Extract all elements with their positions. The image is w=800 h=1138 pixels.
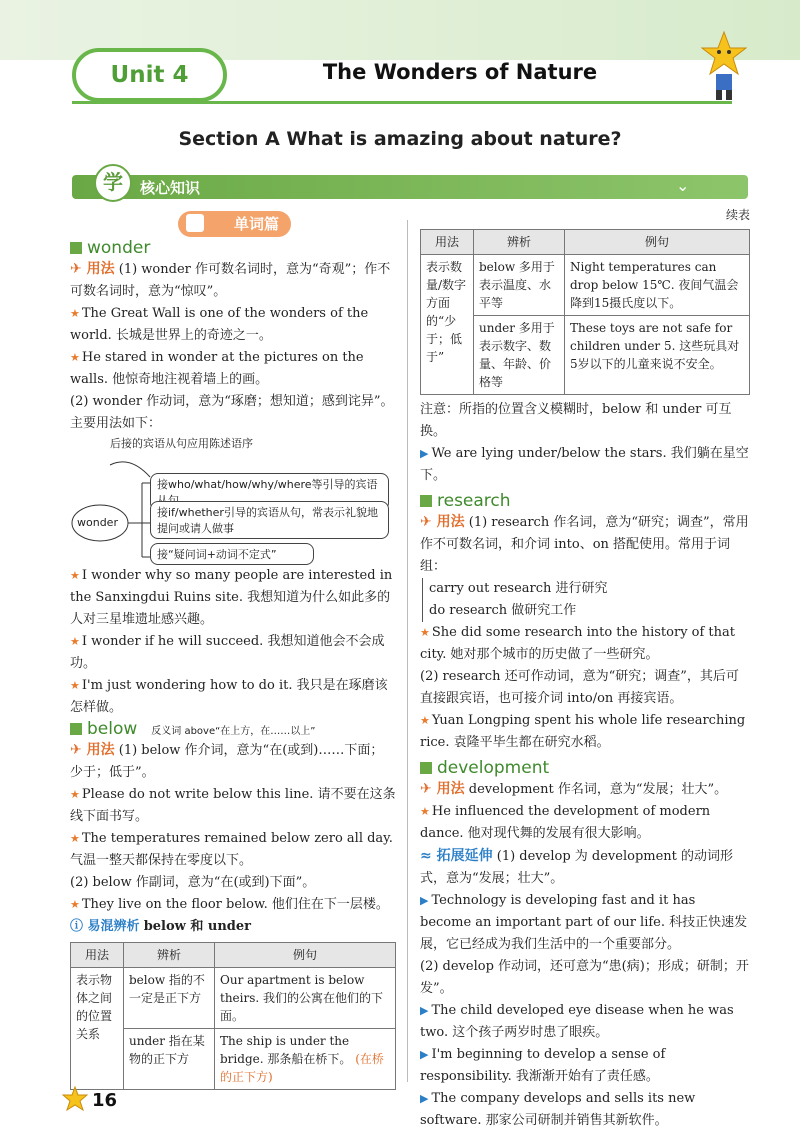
example: I'm just wondering how to do it. 我只是在琢磨该怎样做。 [70,678,388,715]
below-usage-2: (2) below 作副词，意为“在(或到)下面”。 [70,875,316,890]
diagram-branch: 接who/what/how/why/where等引导的宾语 [150,473,389,511]
example: Yuan Longping spent his whole life researching rice. 袁隆平毕生都在研究水稻。 [420,713,746,750]
development-ext-1: (1) develop 为 development 的动词形式，意为“发展；壮大”。 [420,849,734,886]
example: The child developed eye disease when he was two. 这个孩子两岁时患了眼疾。 [420,1003,734,1040]
section-title: Section A What is amazing about nature? [178,128,622,150]
phrase: carry out research 进行研究 [429,581,608,596]
entry-wonder: wonder [70,238,396,258]
extension-label: ≈ 拓展延伸 [420,848,493,864]
development-usage: development 作名词，意为“发展；壮大”。 [468,782,728,797]
core-knowledge-label: 核心知识 [140,179,201,197]
entry-development: development [420,758,750,778]
development-ext-2: (2) develop 作动词，还可意为“患(病)；形成；研制；开发”。 [420,959,749,996]
table-note: (在桥的正下方) [220,1052,384,1084]
page-title: The Wonders of Nature [322,60,598,84]
example: Technology is developing fast and it has become an important part of our life. 科技正快速发展，它已经成为我们生活中的一个重要部分。 [420,893,748,952]
example: The company develops and sells its new software. 那家公司研制并销售其新软件。 [420,1091,696,1128]
pencil-icon [186,214,204,232]
word-part-badge: 单词篇 [178,211,291,237]
entry-research: research [420,491,750,511]
example: The Great Wall is one of the wonders of the world. 长城是世界上的奇迹之一。 [70,306,369,343]
table-header: 例句 [215,943,396,968]
diagram-center: wonder [77,516,118,529]
table-cell: Night temperatures can drop below 15℃. 夜间气温会降到15摄氏度以下。 [565,255,750,316]
table-header: 辨析 [124,943,215,968]
below-under-note: 注意：所指的位置含义模糊时，below 和 under 可互换。 [420,402,732,439]
usage-label: ✈ 用法 [70,742,115,758]
below-usage-1: (1) below 作介词，意为“在(或到)……下面；少于；低于”。 [70,743,384,780]
below-under-table-continued [420,229,750,395]
example: I wonder why so many people are interested in the Sanxingdui Ruins site. 我想知道为什么如此多的人对三星堆遗址感兴趣。 [70,568,393,627]
example: He stared in wonder at the pictures on the walls. 他惊奇地注视着墙上的画。 [70,350,364,387]
diagram-branch: 接if/whether引导的宾语从句，常表示礼貌地提问或请人做事 [150,501,389,539]
wonder-usage-1: (1) wonder 作可数名词时，意为“奇观”；作不可数名词时，意为“惊叹”。 [70,262,391,299]
below-under-table [70,942,396,1090]
diagram-branch: 接“疑问词+动词不定式” [150,543,314,565]
left-column: wonder ✈ 用法 (1) wonder 作可数名词时，意为“奇观”；作不可数名词时，意为“惊叹”。 ★ The Great Wall is one of the wonders of the world. 长城是世界上的奇迹之一。 ★ He stared in wonder at the pictures on the walls. 他惊奇地注视着墙上的画。 (2) wonder 作动词，意为“琢磨；想知道；感到诧异”。主要用法如下： 后接的宾语从句应用陈述语序 wonder 接who/what/how/why/where等引导的宾语 接if/whether引导的宾语从句，常表示礼貌地提问或请人做事 接“疑问词+动词不定式” ★ I wonder why so many people are interested in the Sanxingdui Ruins site. 我想知道为什么如此多的人对三星堆遗址感兴趣。 ★ I wonder if he will succeed. 我想知道他会不会成功。 ★ I'm just wondering how to do it. 我只是在琢磨该怎样做。 below 反义词 above“在上方，在……以上” ✈ 用法 (1) below 作介词，意为“在(或到)……下面；少于；低于”。 ★ Please do not write below this line. 请不要在这条线下面书写。 ★ The temperatures remained below zero all day. 气温一整天都保持在零度以下。 (2) below 作副词，意为“在(或到)下面”。 ★ They live on the floor below. 他们住在下一层楼。 ⓘ 易混辨析 below 和 under 用法 辨析 例句 表示物体之间的位置关系 below 指的不一定是正下方 Our apartment is below theirs. 我们的公寓在他们的下面。 under 指在某物的正下方 The ship is under the bridge. 那条船在桥下。 (在桥的正下方) [70,238,396,1090]
table-cell: The ship is under the bridge. 那条船在桥下。 (在桥的正下方) [215,1029,396,1090]
table-cell: These toys are not safe for children under 5. 这些玩具对5岁以下的儿童来说不安全。 [565,316,750,395]
table-cell: below 多用于表示温度、水平等 [474,255,565,316]
example: I'm beginning to develop a sense of responsibility. 我渐渐开始有了责任感。 [420,1047,666,1084]
example: They live on the floor below. 他们住在下一层楼。 [81,897,389,912]
table-header: 例句 [565,230,750,255]
example: He influenced the development of modern dance. 他对现代舞的发展有很大影响。 [420,804,711,841]
usage-label: ✈ 用法 [70,261,115,277]
table-cell: 表示数量/数字方面的“少于；低于” [421,255,474,395]
example: She did some research into the history of that city. 她对那个城市的历史做了一些研究。 [420,625,736,662]
table-row [71,968,396,1029]
header-rule [72,101,732,104]
chevron-down-icon[interactable]: ⌄ [676,176,690,195]
study-icon: 学 [94,164,132,202]
wonder-usage-2: (2) wonder 作动词，意为“琢磨；想知道；感到诧异”。主要用法如下： [70,394,394,431]
research-usage-2: (2) research 还可作动词，意为“研究；调查”，其后可直接跟宾语，也可接介词 into/on 再接宾语。 [420,669,739,706]
phrase: do research 做研究工作 [429,603,577,618]
below-antonym-note: 反义词 above“在上方，在……以上” [151,725,316,737]
example: Please do not write below this line. 请不要在这条线下面书写。 [70,787,396,824]
column-divider [407,220,408,1082]
table-row [421,255,750,316]
page-number: 16 [92,1090,118,1111]
table-cell: under 多用于表示数字、数量、年龄、价格等 [474,316,565,395]
usage-label: ✈ 用法 [420,514,465,530]
table-cell: under 指在某物的正下方 [124,1029,215,1090]
diagram-note: 后接的宾语从句应用陈述语序 [110,437,253,450]
entry-below: below [70,719,137,739]
table-header: 用法 [71,943,124,968]
unit-badge: Unit 4 [72,48,227,102]
usage-label: ✈ 用法 [420,781,465,797]
star-mascot-icon [700,30,748,102]
example: The temperatures remained below zero all day. 气温一整天都保持在零度以下。 [70,831,393,868]
example: I wonder if he will succeed. 我想知道他会不会成功。 [70,634,385,671]
example: We are lying under/below the stars. 我们躺在星空下。 [420,446,749,483]
table-header: 辨析 [474,230,565,255]
research-usage-1: (1) research 作名词，意为“研究；调查”，常用作不可数名词，和介词 into、on 搭配使用。常用于词组： [420,515,749,574]
right-column: 续表 用法 辨析 例句 表示数量/数字方面的“少于；低于” below 多用于表示温度、水平等 Night temperatures can drop below 15℃. 夜间气温会降到15摄氏度以下。 under 多用于表示数字、数量、年龄、价格等 These toys are not safe for children under 5. 这些玩具对5岁以下的儿童来说不安全。 注意：所指的位置含义模糊时，below 和 under 可互换。 ▶ We are lying under/below the stars. 我们躺在星空下。 research ✈ 用法 (1) research 作名词，意为“研究；调查”，常用作不可数名词，和介词 into、on 搭配使用。常用于词组： carry out research 进行研究 do research 做研究工作 ★ She did some research into the history of that city. 她对那个城市的历史做了一些研究。 (2) research 还可作动词，意为“研究；调查”，其后可直接跟宾语，也可接介词 into/on 再接宾语。 ★ Yuan Longping spent his whole life researching rice. 袁隆平毕生都在研究水稻。 development ✈ 用法 development 作名词，意为“发展；壮大”。 ★ He influenced the development of modern dance. 他对现代舞的发展有很大影响。 ≈ 拓展延伸 (1) develop 为 development 的动词形式，意为“发展；壮大”。 ▶ Technology is developing fast and it has become an important part of our life. 科技正快速发展，它已经成为我们生活中的一个重要部分。 (2) develop 作动词，还可意为“患(病)；形成；研制；开发”。 ▶ The child developed eye disease when he was two. 这个孩子两岁时患了眼疾。 ▶ I'm beginning to develop a sense of responsibility. 我渐渐开始有了责任感。 ▶ The company develops and sells its new software. 那家公司研制并销售其新软件。 [420,208,750,1128]
table-cell: Our apartment is below theirs. 我们的公寓在他们的下面。 [215,968,396,1029]
table-header: 用法 [421,230,474,255]
confuse-label: ⓘ 易混辨析 [70,919,140,934]
star-icon [62,1086,88,1112]
continued-label: 续表 [725,208,750,222]
table-cell: 表示物体之间的位置关系 [71,968,124,1090]
wonder-diagram [70,435,396,565]
table-cell: below 指的不一定是正下方 [124,968,215,1029]
confuse-title: below 和 under [143,919,252,934]
